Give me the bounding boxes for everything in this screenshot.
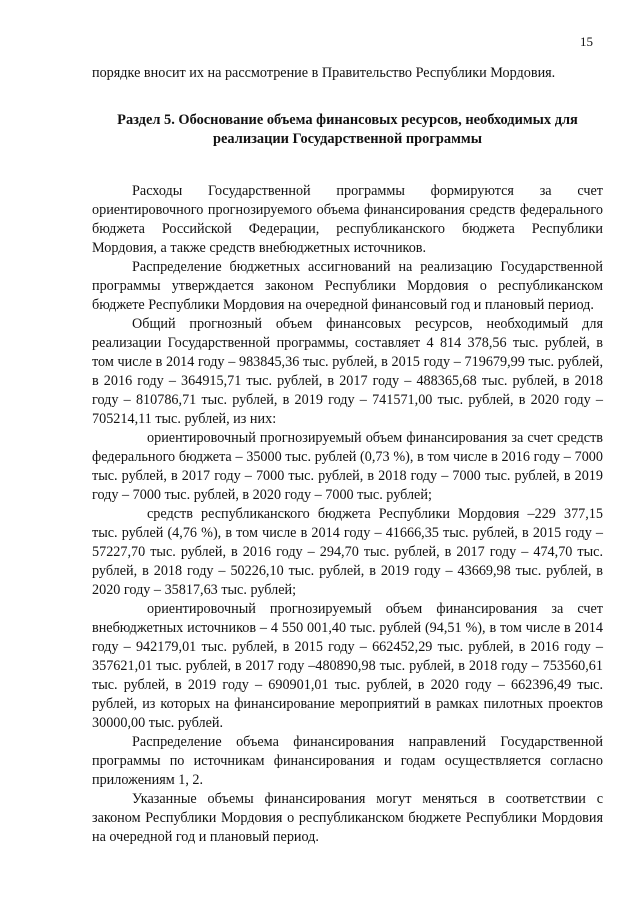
paragraph-volumes-change: Указанные объемы финансирования могут меняться в соответствии с законом Республики Мордовия о республиканском бюджете Республики Мордовия на очередной год и плановый период. xyxy=(92,791,603,845)
paragraph-distribution: Распределение объема финансирования направлений Государственной программы по источникам финансирования и годам осуществляется согласно приложениям 1, 2. xyxy=(92,734,603,788)
paragraph-total-volume: Общий прогнозный объем финансовых ресурсов, необходимый для реализации Государственной программы, составляет 4 814 378,56 тыс. рублей, в том числе в 2014 году – 983845,36 тыс. рублей, в 2015 году – 719679,99 тыс. рублей, в 2016 году – 364915,71 тыс. рублей, в 2017 году – 488365,68 тыс. рублей, в 2018 году – 810786,71 тыс. рублей, в 2019 году – 741571,00 тыс. рублей, в 2020 году – 705214,11 тыс. рублей, из них: xyxy=(92,316,603,427)
document-body xyxy=(92,64,603,847)
page-number: 15 xyxy=(580,34,593,49)
paragraph-expenses: Расходы Государственной программы формируются за счет ориентировочного прогнозируемого объема финансирования средств федерального бюджета Российской Федерации, республиканского бюджета Республики Мордовия, а также средств внебюджетных источников. xyxy=(92,183,603,256)
paragraph-federal-budget: ориентировочный прогнозируемый объем финансирования за счет средств федерального бюджета – 35000 тыс. рублей (0,73 %), в том числе в 2016 году – 7000 тыс. рублей, в 2017 году – 7000 тыс. рублей, в 2018 году – 7000 тыс. рублей, в 2019 году – 7000 тыс. рублей, в 2020 году – 7000 тыс. рублей; xyxy=(92,430,603,503)
intro-line: порядке вносит их на рассмотрение в Правительство Республики Мордовия. xyxy=(92,65,556,81)
paragraph-republic-budget: средств республиканского бюджета Республики Мордовия –229 377,15 тыс. рублей (4,76 %), в том числе в 2014 году – 41666,35 тыс. рублей, в 2015 году – 57227,70 тыс. рублей, в 2016 году – 294,70 тыс. рублей, в 2017 году – 474,70 тыс. рублей, в 2018 году – 50226,10 тыс. рублей, в 2019 году – 43669,98 тыс. рублей, в 2020 году – 35817,63 тыс. рублей; xyxy=(92,506,603,598)
paragraph-extrabudgetary: ориентировочный прогнозируемый объем финансирования за счет внебюджетных источников – 4 550 001,40 тыс. рублей (94,51 %), в том числе в 2014 году – 942179,01 тыс. рублей, в 2015 году – 662452,29 тыс. рублей, в 2016 году – 357621,01 тыс. рублей, в 2017 году –480890,98 тыс. рублей, в 2018 году – 753560,61 тыс. рублей, в 2019 году – 690901,01 тыс. рублей, в 2020 году – 662396,49 тыс. рублей, из которых на финансирование мероприятий в рамках пилотных проектов 30000,00 тыс. рублей. xyxy=(92,601,603,731)
paragraph-allocation: Распределение бюджетных ассигнований на реализацию Государственной программы утверждается законом Республики Мордовия о республиканском бюджете Республики Мордовия на очередной финансовый год и плановый период. xyxy=(92,259,603,313)
section-title: Раздел 5. Обоснование объема финансовых ресурсов, необходимых для реализации Государственной программы xyxy=(117,112,578,147)
